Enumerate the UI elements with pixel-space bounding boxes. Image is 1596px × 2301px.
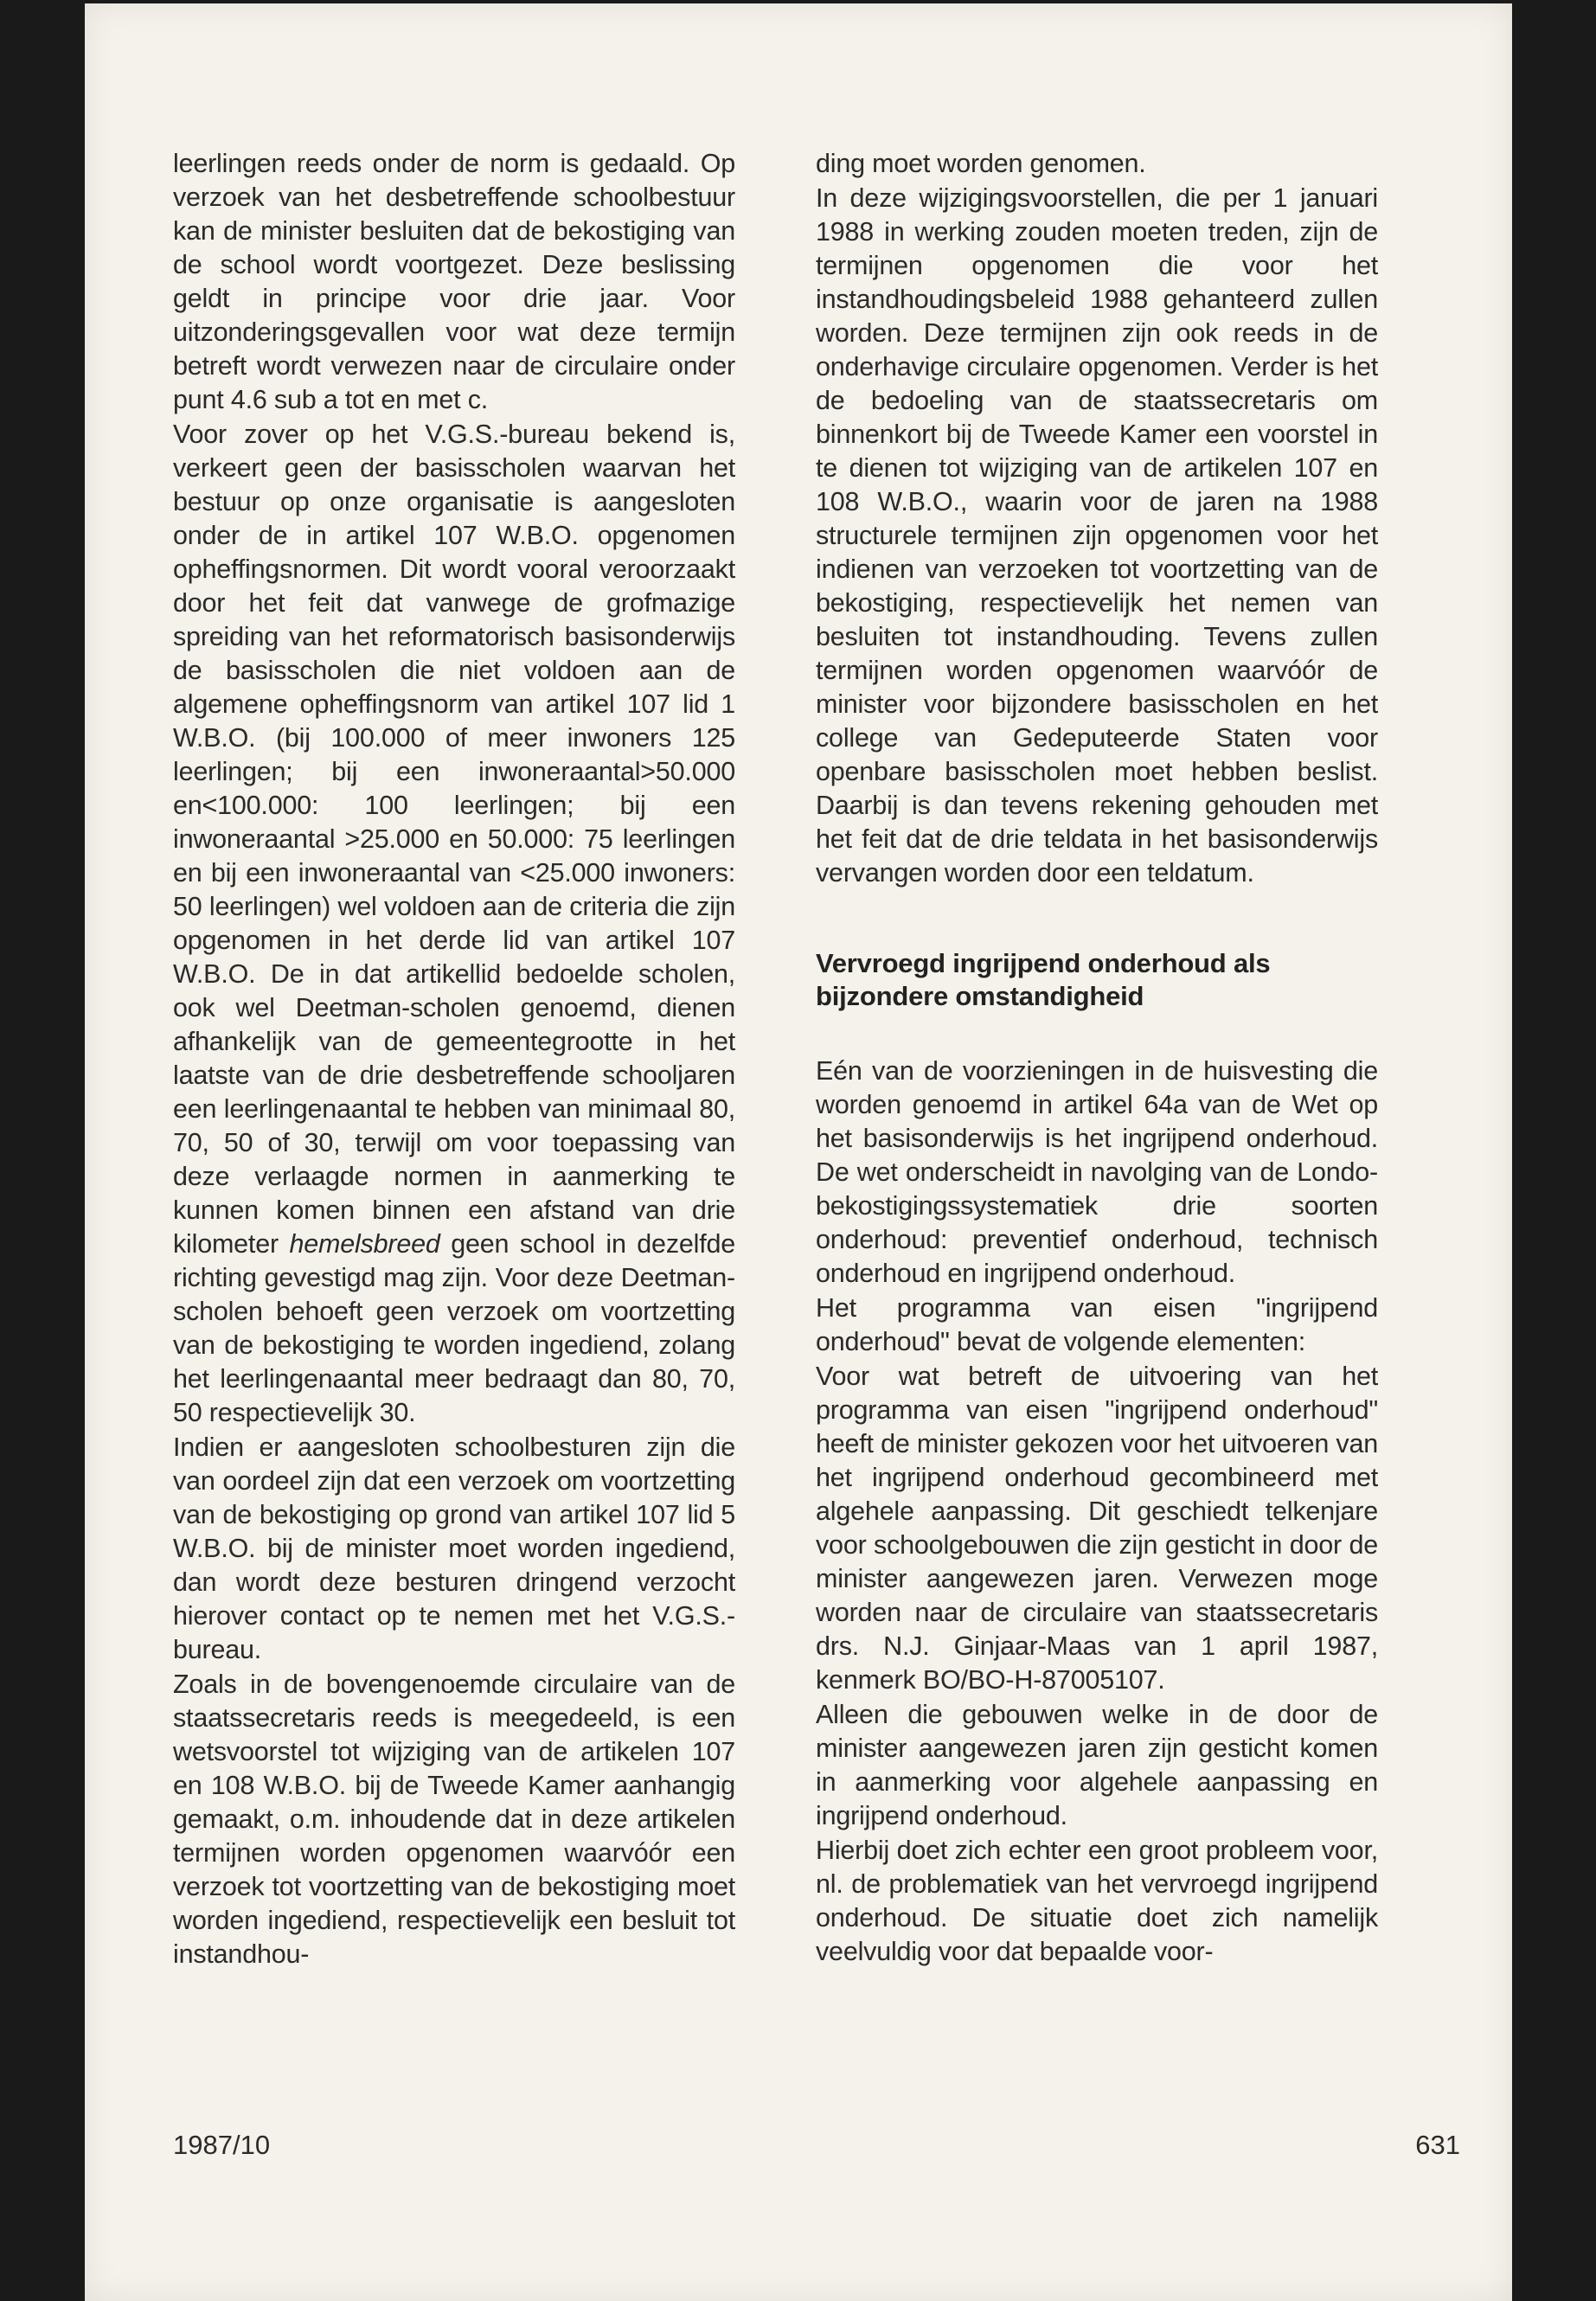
paragraph: Eén van de voorzieningen in de huisvesting die worden genoemd in artikel 64a van de Wet op het basisonderwijs is het ingrijpend onderhoud. De wet onderscheidt in navolging van de Londo-bekostigingssystematiek drie soorten onderhoud: preventief onderhoud, technisch onderhoud en ingrijpend onderhoud. [816,1056,1378,1288]
right-column [816,147,1378,1970]
paragraph-text: geen school in dezelfde richting gevestigd mag zijn. Voor deze Deetman-scholen behoeft geen verzoek om voortzetting van de bekostiging te worden ingediend, zolang het leerlingenaantal meer bedraagt dan 80, 70, 50 respectievelijk 30. [173,1229,736,1427]
section-heading: Vervroegd ingrijpend onderhoud als bijzondere omstandigheid [816,948,1271,1011]
paragraph [173,418,735,1430]
emphasis-text: hemelsbreed [289,1229,440,1259]
paragraph: Voor wat betreft de uitvoering van het programma van eisen "ingrijpend onderhoud" heeft de minister gekozen voor het uitvoeren van het ingrijpend onderhoud gecombineerd met algehele aanpassing. Dit geschiedt telkenjare voor schoolgebouwen die zijn gesticht in door de minister aangewezen jaren. Verwezen moge worden naar de circulaire van staatssecretaris drs. N.J. Ginjaar-Maas van 1 april 1987, kenmerk BO/BO-H-87005107. [816,1362,1378,1695]
paragraph: Het programma van eisen "ingrijpend onderhoud" bevat de volgende elementen: [816,1293,1378,1356]
page-number: 631 [1415,2130,1460,2160]
left-column [173,147,735,1972]
paragraph: leerlingen reeds onder de norm is gedaald. Op verzoek van het desbetreffende schoolbestuur kan de minister besluiten dat de bekostiging van de school wordt voortgezet. Deze beslissing geldt in principe voor drie jaar. Voor uitzonderingsgevallen voor wat deze termijn betreft wordt verwezen naar de circulaire onder punt 4.6 sub a tot en met c. [173,149,735,414]
paragraph: Hierbij doet zich echter een groot probleem voor, nl. de problematiek van het vervroegd ingrijpend onderhoud. De situatie doet zich namelijk veelvuldig voor dat bepaalde voor- [816,1836,1378,1966]
document-page [85,3,1512,2301]
paragraph: Alleen die gebouwen welke in de door de minister aangewezen jaren zijn gesticht komen in aanmerking voor algehele aanpassing en ingrijpend onderhoud. [816,1700,1378,1830]
paragraph: ding moet worden genomen. [816,149,1146,178]
paragraph: Zoals in de bovengenoemde circulaire van de staatssecretaris reeds is meegedeeld, is een wetsvoorstel tot wijziging van de artikelen 107 en 108 W.B.O. bij de Tweede Kamer aanhangig gemaakt, o.m. inhoudende dat in deze artikelen termijnen worden opgenomen waarvóór een verzoek tot voortzetting van de bekostiging moet worden ingediend, respectievelijk een besluit tot instandhou- [173,1670,735,1969]
issue-number: 1987/10 [173,2130,271,2160]
paragraph: Indien er aangesloten schoolbesturen zijn die van oordeel zijn dat een verzoek om voortzetting van de bekostiging op grond van artikel 107 lid 5 W.B.O. bij de minister moet worden ingediend, dan wordt deze besturen dringend verzocht hierover contact op te nemen met het V.G.S.-bureau. [173,1433,735,1664]
paragraph: In deze wijzigingsvoorstellen, die per 1 januari 1988 in werking zouden moeten treden, zijn de termijnen opgenomen die voor het instandhoudingsbeleid 1988 gehanteerd zullen worden. Deze termijnen zijn ook reeds in de onderhavige circulaire opgenomen. Verder is het de bedoeling van de staatssecretaris om binnenkort bij de Tweede Kamer een voorstel in te dienen tot wijziging van de artikelen 107 en 108 W.B.O., waarin voor de jaren na 1988 structurele termijnen zijn opgenomen voor het indienen van verzoeken tot voortzetting van de bekostiging, respectievelijk het nemen van besluiten tot instandhouding. Tevens zullen termijnen worden opgenomen waarvóór de minister voor bijzondere basisscholen en het college van Gedeputeerde Staten voor openbare basisscholen moet hebben beslist. Daarbij is dan tevens rekening gehouden met het feit dat de drie teldata in het basisonderwijs vervangen worden door een teldatum. [816,183,1378,888]
paragraph-text: Voor zover op het V.G.S.-bureau bekend is, verkeert geen der basisscholen waarvan het bestuur op onze organisatie is aangesloten onder de in artikel 107 W.B.O. opgenomen opheffingsnormen. Dit wordt vooral veroorzaakt door het feit dat vanwege de grofmazige spreiding van het reformatorisch basisonderwijs de basisscholen die niet voldoen aan de algemene opheffingsnorm van artikel 107 lid 1 W.B.O. (bij 100.000 of meer inwoners 125 leerlingen; bij een inwoneraantal>50.000 en<100.000: 100 leerlingen; bij een inwoneraantal >25.000 en 50.000: 75 leerlingen en bij een inwoneraantal van <25.000 inwoners: 50 leerlingen) wel voldoen aan de criteria die zijn opgenomen in het derde lid van artikel 107 W.B.O. De in dat artikellid bedoelde scholen, ook wel Deetman-scholen genoemd, dienen afhankelijk van de gemeentegrootte in het laatste van de drie desbetreffende schooljaren een leerlingenaantal te hebben van minimaal 80, 70, 50 of 30, terwijl om voor toepassing van deze verlaagde normen in aanmerking te kunnen komen binnen een afstand van drie kilometer [173,420,735,1259]
